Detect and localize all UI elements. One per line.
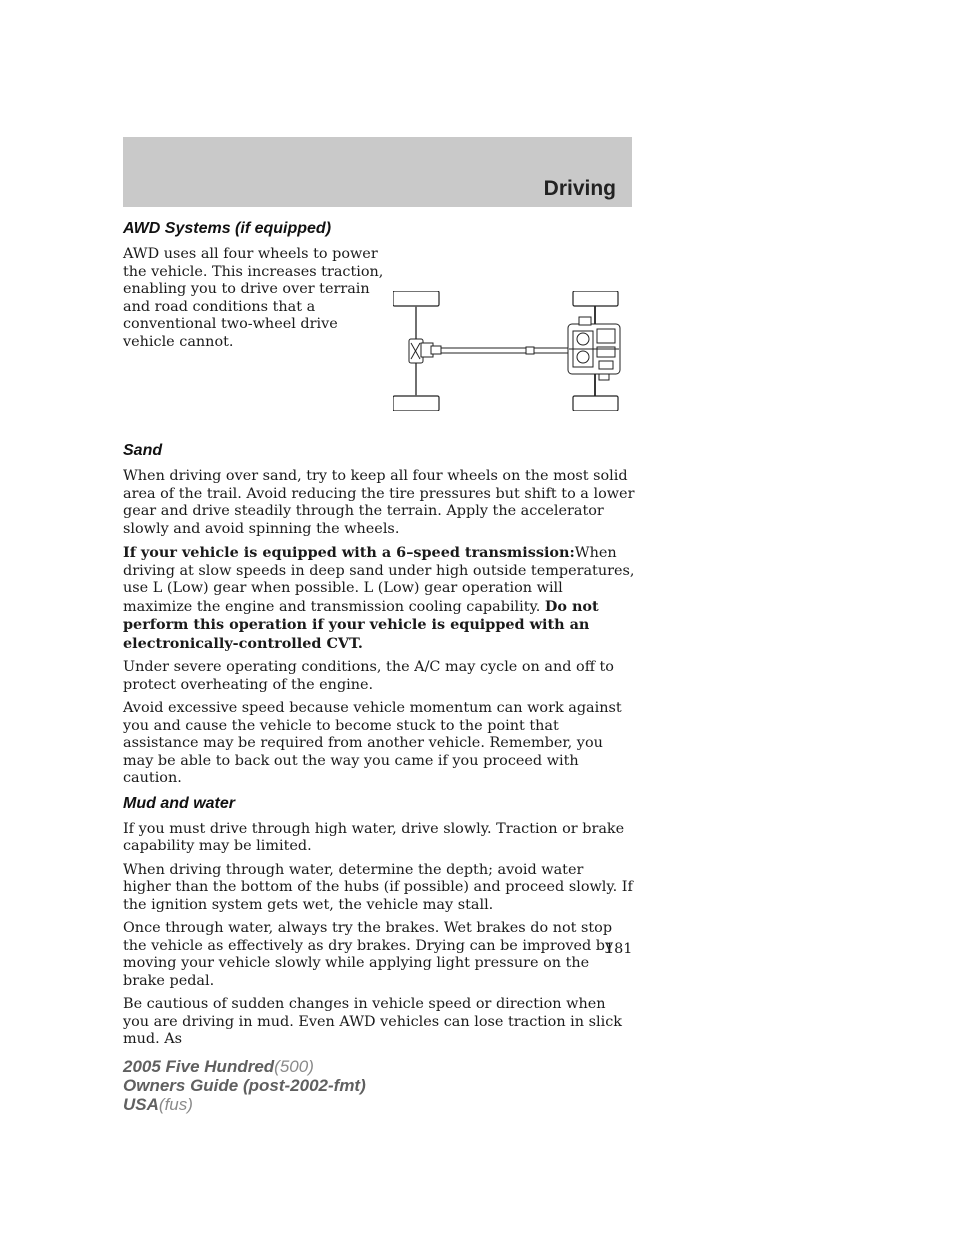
footer-model: 2005 Five Hundred [123,1057,275,1076]
rear-differential [409,339,441,363]
wheel-front-left [573,291,618,306]
sand-paragraph-4: Avoid excessive speed because vehicle momentum can work against you and cause the vehicle to become stuck to the point that assistance may be required from another vehicle. Remember, you may be able to back out the way you came if you proceed with caution. [123,700,622,786]
sand-paragraph-2 [123,544,635,653]
footer-line-2 [123,1076,366,1095]
engine-transaxle [568,317,620,380]
awd-heading: AWD Systems (if equipped) [123,220,332,237]
page-content [123,219,635,1055]
mud-paragraph-1: If you must drive through high water, drive slowly. Traction or brake capability may be limited. [123,820,625,854]
sand-paragraph-1: When driving over sand, try to keep all four wheels on the most solid area of the trail. Avoid reducing the tire pressures but shift to a lower gear and drive steadily through the terrain. Apply the accelerator slowly and avoid spinning the wheels. [123,468,635,537]
section-title: Driving [543,177,616,200]
mud-heading: Mud and water [123,794,236,812]
sand-heading: Sand [123,442,163,459]
awd-intro [123,246,635,411]
sand-paragraph-3: Under severe operating conditions, the A/C may cycle on and off to protect overheating of the engine. [123,659,614,693]
driveshaft [441,347,569,354]
wheel-rear-left [393,291,439,306]
mud-paragraph-4: Be cautious of sudden changes in vehicle speed or direction when you are driving in mud. Even AWD vehicles can lose traction in slick mud. As [123,996,622,1047]
sand-transmission-warning: Do not perform this operation if your vehicle is equipped with an electronically-controlled CVT. [123,597,599,652]
mud-paragraph-3: Once through water, always try the brakes. Wet brakes do not stop the vehicle as effectively as dry brakes. Drying can be improved by moving your vehicle slowly while applying light pressure on the brake pedal. [123,920,614,989]
footer-line-3 [123,1095,366,1114]
section-spacer [123,411,635,441]
page-number: 181 [605,941,633,957]
sand-transmission-lead: If your vehicle is equipped with a 6–speed transmission: [123,544,575,561]
footer-line-1 [123,1057,366,1076]
mud-paragraph-2: When driving through water, determine the depth; avoid water higher than the bottom of the hubs (if possible) and proceed slowly. If the ignition system gets wet, the vehicle may stall. [123,861,633,913]
wheel-rear-right [393,396,439,411]
sand-transmission-text: When driving at slow speeds in deep sand under high outside temperatures, use L (Low) gear when possible. L (Low) gear operation will maximize the engine and transmission cooling capability. [123,545,635,615]
document-footer [123,1057,366,1114]
awd-drivetrain-diagram [393,291,625,411]
footer-market: USA [123,1095,159,1114]
footer-model-code: (500) [274,1057,314,1076]
footer-guide-format: Owners Guide (post-2002-fmt) [123,1076,366,1095]
footer-market-code: (fus) [158,1095,193,1114]
awd-body: AWD uses all four wheels to power the vehicle. This increases traction, enabling you to drive over terrain and road conditions that a conventional two-wheel drive vehicle cannot. [123,246,384,350]
header-band [123,137,632,207]
wheel-front-right [573,396,618,411]
